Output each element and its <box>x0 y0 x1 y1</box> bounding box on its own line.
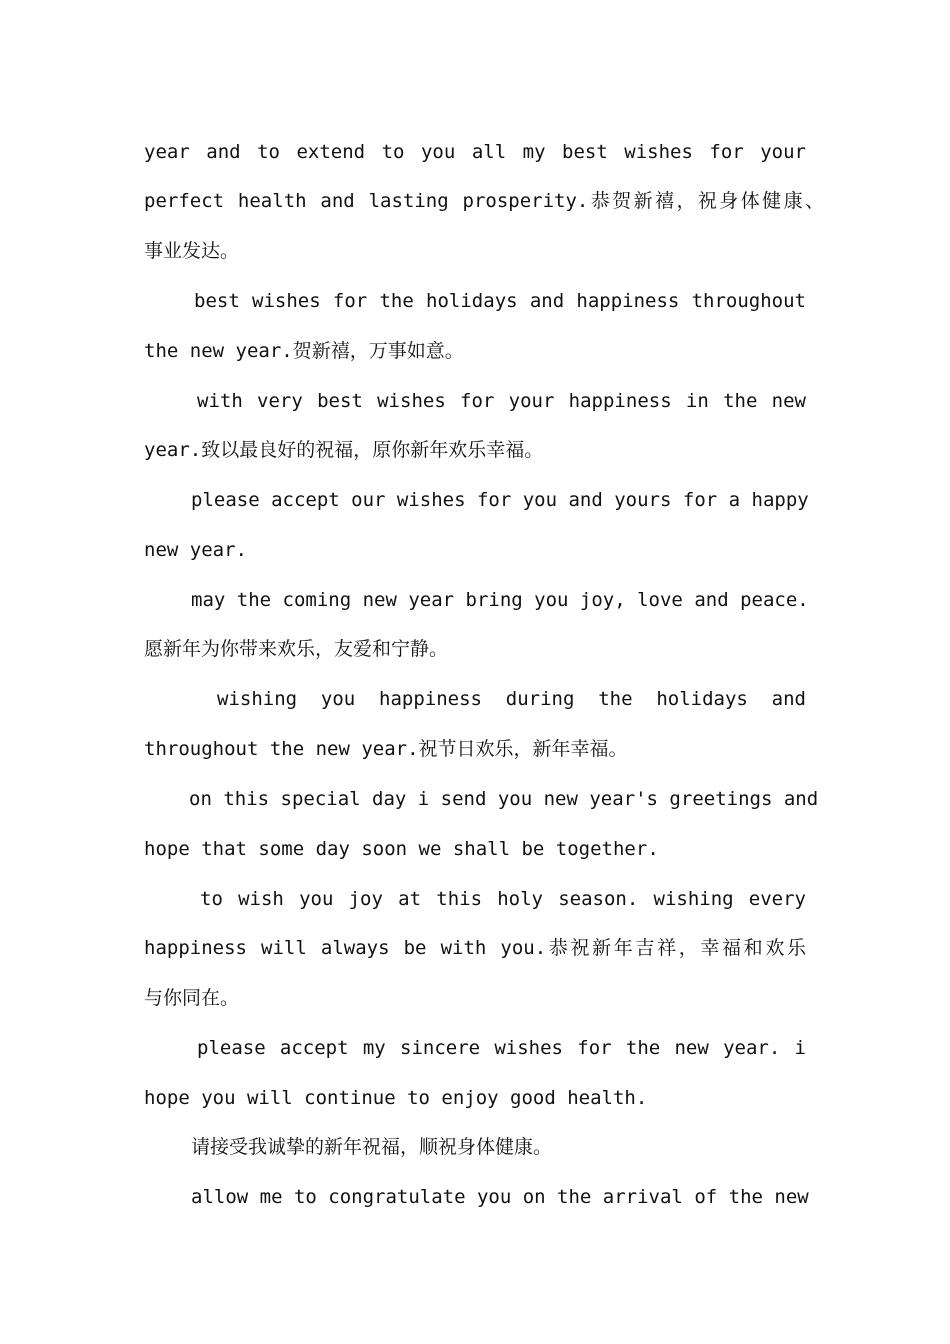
text-line-11: 愿新年为你带来欢乐，友爱和宁静。 <box>144 638 449 660</box>
text-line-3: 事业发达。 <box>144 240 240 262</box>
text-line-10: may the coming new year bring you joy, love and peace. <box>191 589 809 611</box>
text-line-2: perfect health and lasting prosperity.恭贺新禧，祝身体健康、 <box>144 190 824 212</box>
text-line-14: on this special day i send you new year's greetings and <box>189 788 819 810</box>
text-line-9: new year. <box>144 539 247 561</box>
text-line-4: best wishes for the holidays and happiness throughout <box>194 290 806 312</box>
text-line-1: year and to extend to you all my best wishes for your <box>144 141 806 163</box>
text-line-19: please accept my sincere wishes for the new year. i <box>197 1037 806 1059</box>
text-line-17: happiness will always be with you.恭祝新年吉祥，幸福和欢乐 <box>144 937 806 959</box>
text-line-20: hope you will continue to enjoy good health. <box>144 1087 648 1109</box>
text-line-12: wishing you happiness during the holidays and <box>217 688 806 710</box>
text-line-22: allow me to congratulate you on the arrival of the new <box>191 1186 809 1208</box>
text-line-15: hope that some day soon we shall be together. <box>144 838 659 860</box>
text-line-16: to wish you joy at this holy season. wishing every <box>200 888 806 910</box>
text-line-18: 与你同在。 <box>144 987 240 1009</box>
text-line-7: year.致以最良好的祝福，原你新年欢乐幸福。 <box>144 439 544 461</box>
text-line-8: please accept our wishes for you and yours for a happy <box>191 489 809 511</box>
text-line-13: throughout the new year.祝节日欢乐，新年幸福。 <box>144 738 628 760</box>
text-line-5: the new year.贺新禧，万事如意。 <box>144 340 464 362</box>
text-line-21: 请接受我诚挚的新年祝福，顺祝身体健康。 <box>191 1136 553 1158</box>
text-line-6: with very best wishes for your happiness in the new <box>197 390 806 412</box>
